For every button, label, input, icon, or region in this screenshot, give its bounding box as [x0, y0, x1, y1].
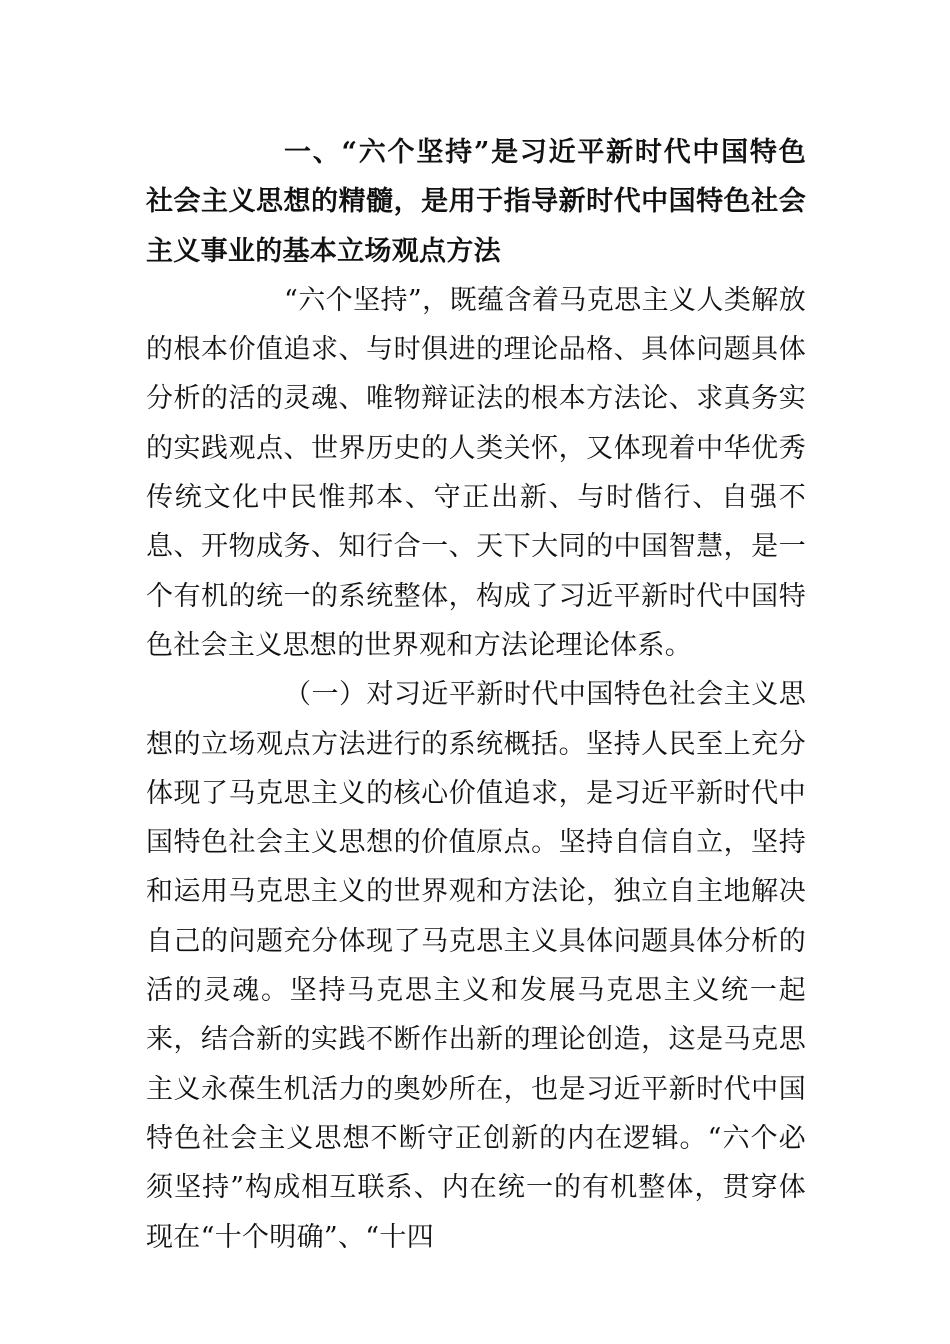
paragraph-1: “六个坚持”，既蕴含着马克思主义人类解放的根本价值追求、与时俱进的理论品格、具体问题具体分析的活的灵魂、唯物辩证法的根本方法论、求真务实的实践观点、世界历史的人类关怀，又体现着中华优秀传统文化中民惟邦本、守正出新、与时偕行、自强不息、开物成务、知行合一、天下大同的中国智慧，是一个有机的统一的系统整体，构成了习近平新时代中国特色社会主义思想的世界观和方法论理论体系。	[146, 284, 806, 661]
paragraph-2: （一）对习近平新时代中国特色社会主义思想的立场观点方法进行的系统概括。坚持人民至上充分体现了马克思主义的核心价值追求，是习近平新时代中国特色社会主义思想的价值原点。坚持自信自立，坚持和运用马克思主义的世界观和方法论，独立自主地解决自己的问题充分体现了马克思主义具体问题具体分析的活的灵魂。坚持马克思主义和发展马克思主义统一起来，结合新的实践不断作出新的理论创造，这是马克思主义永葆生机活力的奥妙所在，也是习近平新时代中国特色社会主义思想不断守正创新的内在逻辑。“六个必须坚持”构成相互联系、内在统一的有机整体，贯穿体现在“十个明确”、“十四	[146, 679, 806, 1253]
section-heading: 一、“六个坚持”是习近平新时代中国特色社会主义思想的精髓，是用于指导新时代中国特色社会主义事业的基本立场观点方法	[146, 137, 806, 267]
document-body	[146, 128, 806, 1262]
